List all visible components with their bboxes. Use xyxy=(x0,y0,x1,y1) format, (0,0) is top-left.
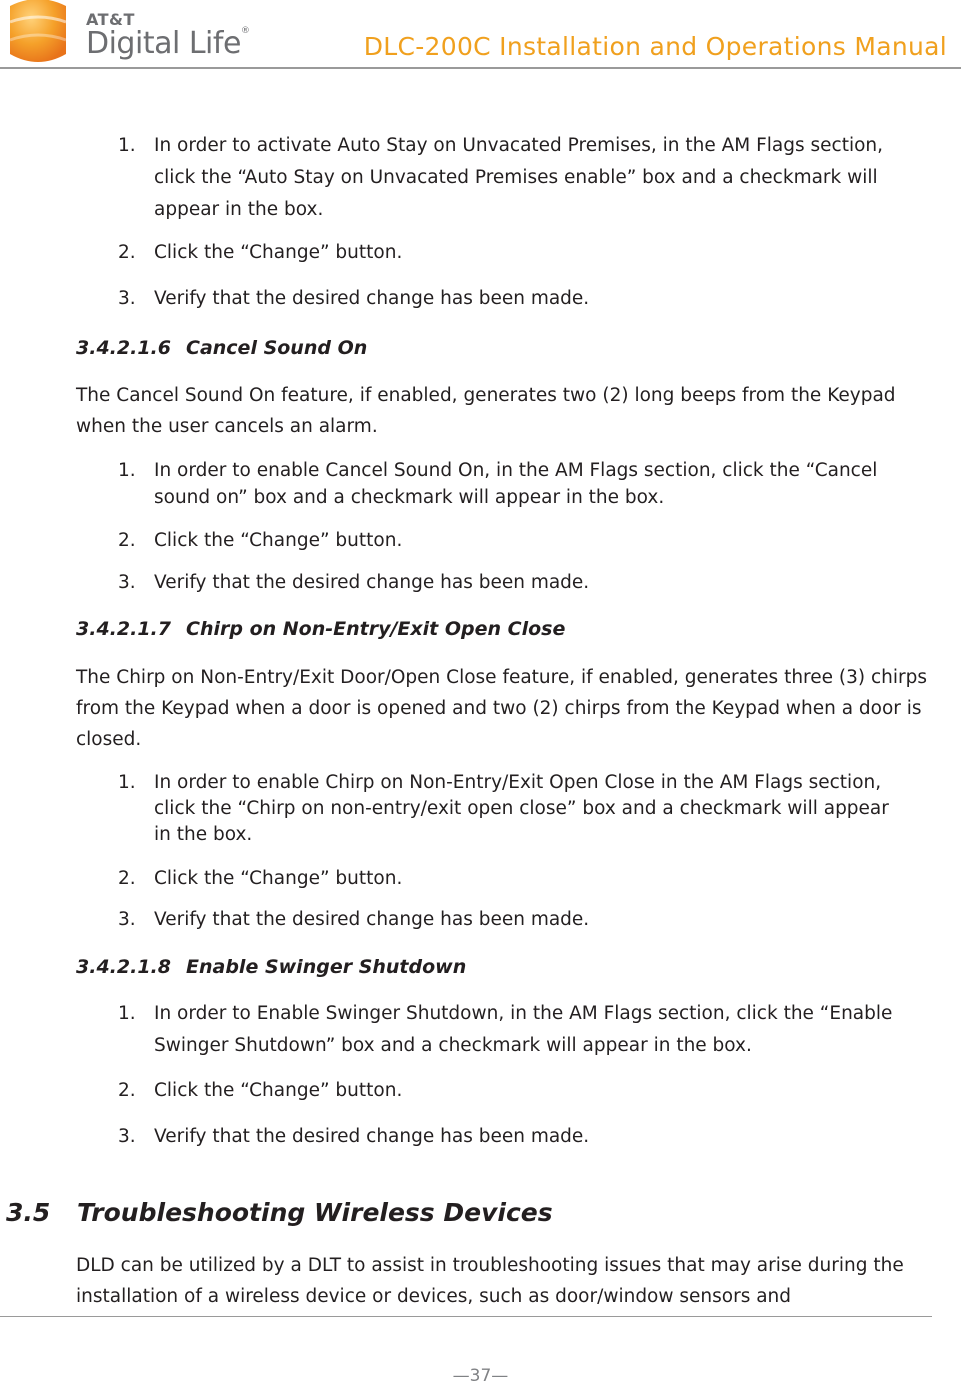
cancel-sound-step-1 xyxy=(118,457,908,511)
subsection-number: 3.4.2.1.7 xyxy=(76,618,171,640)
cancel-sound-step-2 xyxy=(118,527,908,554)
swinger-step-3 xyxy=(118,1121,908,1153)
subsection-number: 3.4.2.1.8 xyxy=(76,956,171,978)
registered-mark: ® xyxy=(240,26,250,36)
step-text: Click the “Change” button. xyxy=(154,1080,403,1101)
document-title: DLC-200C Installation and Operations Manual xyxy=(363,32,947,61)
step-number: 2. xyxy=(118,530,136,551)
footer-divider xyxy=(0,1316,932,1317)
logo-digital-life xyxy=(86,26,249,61)
auto-stay-step-3 xyxy=(118,283,908,315)
step-text: Verify that the desired change has been made. xyxy=(154,909,590,930)
step-number: 3. xyxy=(118,572,136,593)
step-number: 2. xyxy=(118,242,136,263)
section-number: 3.5 xyxy=(6,1198,51,1227)
chirp-description: The Chirp on Non-Entry/Exit Door/Open Close feature, if enabled, generates three (3) chirps from the Keypad when a door is opened and two (2) chirps from the Keypad when a door is closed. xyxy=(76,667,927,750)
chirp-step-1 xyxy=(118,770,908,848)
step-text: Click the “Change” button. xyxy=(154,530,403,551)
step-text: Verify that the desired change has been made. xyxy=(154,288,590,309)
step-text: In order to enable Chirp on Non-Entry/Exit Open Close in the AM Flags section, click the “Chirp on non-entry/exit open close” box and a checkmark will appear in the box. xyxy=(154,772,889,845)
step-number: 1. xyxy=(118,135,136,156)
step-number: 2. xyxy=(118,1080,136,1101)
swinger-step-2 xyxy=(118,1075,908,1107)
step-text: In order to activate Auto Stay on Unvacated Premises, in the AM Flags section, click the “Auto Stay on Unvacated Premises enable” box and a checkmark will appear in the box. xyxy=(154,135,884,220)
subsection-heading-swinger xyxy=(76,956,466,978)
logo-digital-life-text: Digital Life xyxy=(86,26,241,61)
step-number: 3. xyxy=(118,288,136,309)
auto-stay-step-1 xyxy=(118,130,908,226)
step-number: 3. xyxy=(118,909,136,930)
section-title: Troubleshooting Wireless Devices xyxy=(77,1198,553,1227)
chirp-step-2 xyxy=(118,866,908,892)
cancel-sound-step-3 xyxy=(118,569,908,596)
step-text: Verify that the desired change has been made. xyxy=(154,1126,590,1147)
step-text: Verify that the desired change has been made. xyxy=(154,572,590,593)
subsection-heading-chirp xyxy=(76,618,565,640)
step-number: 2. xyxy=(118,868,136,889)
swinger-step-1 xyxy=(118,998,908,1062)
auto-stay-step-2 xyxy=(118,237,908,269)
chirp-step-3 xyxy=(118,907,908,933)
page-header xyxy=(0,0,961,72)
header-divider xyxy=(0,67,961,69)
troubleshooting-description: DLD can be utilized by a DLT to assist in troubleshooting issues that may arise during the installation of a wireless device or devices, such as door/window sensors and xyxy=(76,1255,904,1307)
section-heading-troubleshooting xyxy=(6,1198,553,1227)
page-number: —37— xyxy=(452,1366,509,1386)
subsection-title: Cancel Sound On xyxy=(186,337,368,359)
cancel-sound-description: The Cancel Sound On feature, if enabled, generates two (2) long beeps from the Keypad when the user cancels an alarm. xyxy=(76,385,896,437)
logo-att-text: AT&T xyxy=(86,10,135,29)
step-number: 3. xyxy=(118,1126,136,1147)
step-text: Click the “Change” button. xyxy=(154,868,403,889)
step-text: In order to enable Cancel Sound On, in the AM Flags section, click the “Cancel sound on” box and a checkmark will appear in the box. xyxy=(154,460,878,508)
step-text: Click the “Change” button. xyxy=(154,242,403,263)
step-number: 1. xyxy=(118,460,136,481)
subsection-number: 3.4.2.1.6 xyxy=(76,337,171,359)
att-globe-icon xyxy=(4,0,72,66)
subsection-heading-cancel-sound xyxy=(76,337,367,359)
step-text: In order to Enable Swinger Shutdown, in the AM Flags section, click the “Enable Swinger Shutdown” box and a checkmark will appear in the box. xyxy=(154,1003,893,1056)
subsection-title: Enable Swinger Shutdown xyxy=(186,956,467,978)
subsection-title: Chirp on Non-Entry/Exit Open Close xyxy=(186,618,566,640)
step-number: 1. xyxy=(118,1003,136,1024)
step-number: 1. xyxy=(118,772,136,793)
